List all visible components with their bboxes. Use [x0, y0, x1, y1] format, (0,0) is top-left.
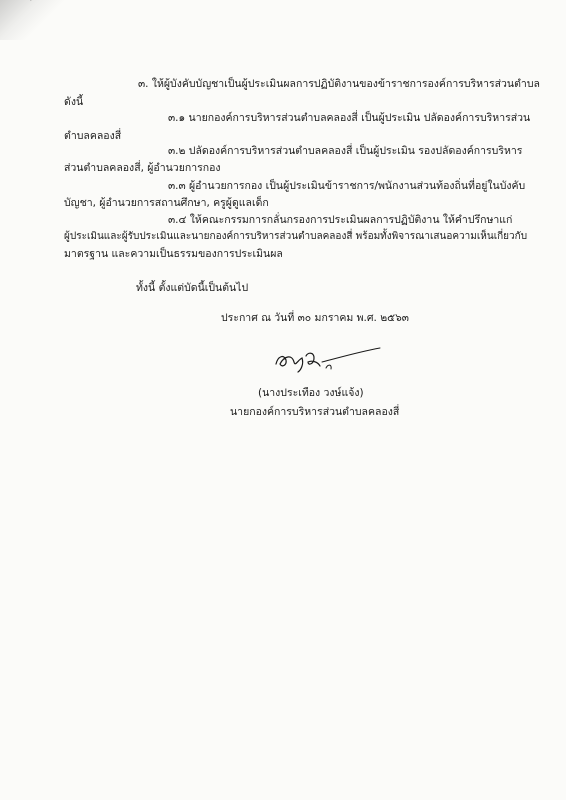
item-3-heading: ๓. ให้ผู้บังคับบัญชาเป็นผู้ประเมินผลการปฏิบัติงานของข้าราชการองค์การบริหารส่วนตำบล — [138, 78, 540, 90]
item-3-3-cont: บัญชา, ผู้อำนวยการสถานศึกษา, ครูผู้ดูแลเด็ก — [64, 197, 269, 209]
effective-statement: ทั้งนี้ ตั้งแต่บัดนี้เป็นต้นไป — [136, 282, 249, 294]
item-3-1-cont: ตำบลคลองสี่ — [64, 130, 122, 142]
signer-name: (นางประเทือง วงษ์แจ้ง) — [258, 387, 364, 399]
item-3-4: ๓.๔ ให้คณะกรรมการกลั่นกรองการประเมินผลการปฏิบัติงาน ให้คำปรึกษาแก่ — [168, 214, 513, 226]
item-3-2: ๓.๒ ปลัดองค์การบริหารส่วนตำบลคลองสี่ เป็นผู้ประเมิน รองปลัดองค์การบริหาร — [168, 145, 523, 157]
announcement-date: ประกาศ ณ วันที่ ๓๐ มกราคม พ.ศ. ๒๕๖๓ — [221, 312, 409, 324]
item-3-3: ๓.๓ ผู้อำนวยการกอง เป็นผู้ประเมินข้าราชการ/พนักงานส่วนท้องถิ่นที่อยู่ในบังคับ — [168, 180, 526, 192]
signer-position: นายกองค์การบริหารส่วนตำบลคลองสี่ — [230, 406, 400, 418]
item-3-2-cont: ส่วนตำบลคลองสี่, ผู้อำนวยการกอง — [64, 162, 221, 174]
item-3-1: ๓.๑ นายกองค์การบริหารส่วนตำบลคลองสี่ เป็นผู้ประเมิน ปลัดองค์การบริหารส่วน — [168, 112, 531, 124]
handwritten-signature — [268, 342, 388, 378]
page-corner-shadow — [0, 0, 70, 40]
item-3-4-cont: ผู้ประเมินและผู้รับประเมินและนายกองค์การบริหารส่วนตำบลคลองสี่ พร้อมทั้งพิจารณาเสนอความเห็นเกี่ยวกับ — [64, 231, 528, 242]
item-3-heading-cont: ดังนี้ — [64, 96, 84, 108]
item-3-4-cont-2: มาตรฐาน และความเป็นธรรมของการประเมินผล — [64, 248, 283, 260]
